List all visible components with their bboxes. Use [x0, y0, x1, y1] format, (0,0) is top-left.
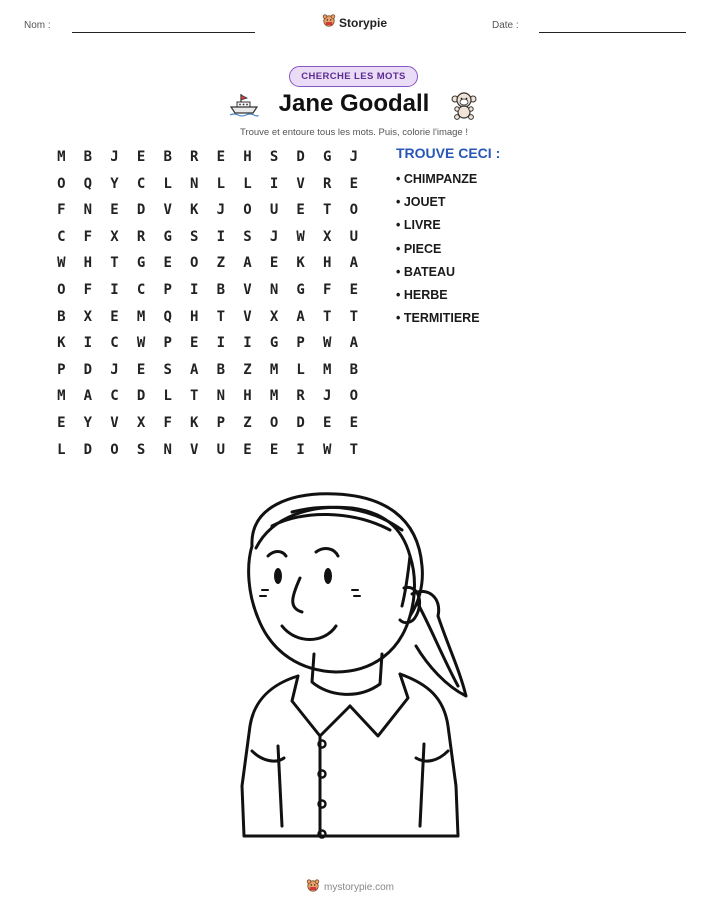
grid-letter: J	[110, 149, 119, 165]
grid-letter: V	[243, 308, 252, 325]
grid-letter: B	[216, 361, 226, 378]
grid-row	[48, 414, 367, 441]
grid-letter: E	[243, 441, 252, 458]
grid-letter: D	[136, 202, 146, 219]
word-item: • HERBE	[396, 287, 448, 302]
grid-letter: R	[296, 388, 305, 405]
storypie-logo-icon	[322, 13, 336, 32]
grid-letter: V	[163, 202, 172, 219]
storypie-logo-icon	[306, 878, 320, 897]
grid-letter: P	[296, 335, 305, 352]
grid-letter: I	[216, 335, 226, 352]
grid-letter: Y	[110, 175, 119, 192]
grid-letter: H	[243, 388, 252, 405]
grid-letter: G	[296, 281, 305, 298]
grid-letter: E	[110, 202, 119, 219]
grid-letter: G	[269, 335, 279, 352]
grid-letter: L	[163, 175, 172, 192]
grid-letter: I	[110, 281, 119, 298]
grid-letter: V	[110, 414, 119, 431]
grid-letter: I	[216, 228, 226, 245]
grid-letter: Q	[83, 175, 93, 192]
grid-letter: K	[190, 414, 199, 431]
grid-letter: E	[349, 175, 359, 192]
grid-letter: B	[216, 281, 226, 298]
grid-letter: F	[83, 228, 93, 245]
word-item: • CHIMPANZE	[396, 172, 478, 186]
grid-letter: I	[296, 441, 305, 458]
grid-letter: U	[349, 228, 359, 245]
grid-letter: J	[269, 228, 279, 245]
grid-letter: S	[243, 228, 252, 245]
grid-letter: T	[323, 308, 332, 325]
instructions: Trouve et entoure tous les mots. Puis, colorie l'image !	[240, 127, 468, 138]
grid-letter: H	[243, 149, 252, 165]
grid-row	[48, 254, 367, 281]
grid-letter: O	[269, 414, 279, 431]
grid-letter: E	[136, 361, 146, 378]
grid-letter: Y	[83, 414, 93, 431]
category-badge: CHERCHE LES MOTS	[289, 66, 418, 87]
grid-row	[48, 387, 367, 414]
brand	[322, 13, 387, 32]
grid-letter: E	[190, 335, 199, 352]
grid-letter: U	[269, 202, 279, 219]
grid-letter: L	[163, 388, 172, 405]
grid-letter: D	[296, 149, 305, 165]
page-title: Jane Goodall	[278, 90, 430, 117]
grid-letter: A	[349, 335, 359, 352]
grid-letter: O	[349, 388, 359, 405]
grid-letter: K	[296, 255, 305, 272]
grid-letter: O	[110, 441, 119, 458]
grid-letter: O	[190, 255, 199, 272]
brand-name: Storypie	[339, 15, 388, 30]
grid-letter: F	[163, 414, 172, 431]
grid-letter: Z	[216, 255, 226, 272]
grid-letter: J	[216, 202, 226, 219]
grid-letter: C	[110, 335, 119, 352]
grid-letter: E	[349, 281, 359, 298]
grid-letter: W	[136, 335, 146, 352]
grid-letter: N	[190, 175, 199, 192]
name-line	[72, 32, 255, 33]
grid-letter: X	[83, 308, 93, 325]
grid-letter: C	[57, 228, 66, 245]
grid-letter: M	[323, 361, 332, 378]
grid-letter: E	[216, 149, 226, 165]
grid-letter: W	[323, 335, 332, 352]
grid-letter: O	[349, 202, 359, 219]
coloring-illustration	[232, 486, 472, 861]
grid-letter: E	[110, 308, 119, 325]
grid-row	[48, 201, 367, 228]
grid-letter: M	[57, 149, 66, 165]
grid-letter: V	[296, 175, 305, 192]
grid-letter: O	[243, 202, 252, 219]
grid-letter: A	[190, 361, 199, 378]
grid-letter: E	[136, 149, 146, 165]
grid-letter: Z	[243, 361, 252, 378]
grid-letter: I	[243, 335, 252, 352]
grid-letter: T	[349, 441, 359, 458]
date-line	[539, 32, 686, 33]
grid-letter: J	[349, 149, 359, 165]
grid-letter: J	[323, 388, 332, 405]
grid-letter: R	[323, 175, 332, 192]
grid-letter: C	[110, 388, 119, 405]
grid-letter: T	[190, 388, 199, 405]
grid-letter: K	[190, 202, 199, 219]
grid-letter: D	[83, 441, 93, 458]
grid-letter: D	[296, 414, 305, 431]
word-item: • TERMITIERE	[396, 311, 480, 326]
grid-letter: G	[136, 255, 146, 272]
grid-letter: T	[349, 308, 359, 325]
grid-letter: T	[323, 202, 332, 219]
grid-letter: E	[269, 441, 279, 458]
grid-letter: I	[269, 175, 279, 192]
grid-letter: E	[269, 255, 279, 272]
grid-letter: B	[349, 361, 359, 378]
word-list	[396, 172, 480, 334]
word-item: • LIVRE	[396, 218, 441, 233]
grid-letter: X	[269, 308, 279, 325]
grid-letter: E	[296, 202, 305, 219]
grid-letter: R	[136, 228, 146, 245]
grid-letter: L	[57, 441, 66, 458]
grid-letter: N	[163, 441, 172, 458]
grid-letter: N	[216, 388, 226, 405]
grid-letter: N	[269, 281, 279, 298]
grid-letter: J	[110, 361, 119, 378]
grid-letter: C	[136, 281, 146, 298]
name-label: Nom :	[24, 20, 51, 31]
grid-letter: L	[216, 175, 226, 192]
grid-letter: I	[190, 281, 199, 298]
grid-letter: W	[323, 441, 332, 458]
grid-row	[48, 361, 367, 388]
grid-letter: P	[163, 281, 172, 298]
grid-letter: L	[243, 175, 252, 192]
word-item: • PIECE	[396, 241, 442, 256]
grid-letter: Q	[163, 308, 172, 325]
grid-letter: B	[163, 149, 172, 165]
grid-letter: H	[190, 308, 199, 325]
grid-letter: A	[296, 308, 305, 325]
grid-letter: D	[83, 361, 93, 378]
grid-letter: I	[83, 335, 93, 352]
grid-letter: D	[136, 388, 146, 405]
date-label: Date :	[492, 20, 519, 31]
grid-letter: E	[57, 414, 66, 431]
grid-letter: A	[349, 255, 359, 272]
grid-letter: M	[269, 361, 279, 378]
grid-row	[48, 334, 367, 361]
grid-letter: M	[269, 388, 279, 405]
grid-row	[48, 175, 367, 202]
grid-letter: M	[136, 308, 146, 325]
grid-letter: B	[83, 149, 93, 165]
grid-letter: S	[269, 149, 279, 165]
grid-letter: L	[296, 361, 305, 378]
grid-letter: E	[163, 255, 172, 272]
grid-letter: O	[57, 281, 66, 298]
grid-letter: S	[190, 228, 199, 245]
grid-letter: W	[296, 228, 305, 245]
grid-letter: P	[163, 335, 172, 352]
grid-letter: E	[323, 414, 332, 431]
footer	[306, 878, 394, 897]
grid-letter: T	[216, 308, 226, 325]
grid-letter: M	[57, 388, 66, 405]
grid-row	[48, 281, 367, 308]
grid-letter: C	[136, 175, 146, 192]
word-item: • JOUET	[396, 195, 446, 210]
grid-letter: W	[57, 255, 66, 272]
word-item: • BATEAU	[396, 264, 456, 279]
grid-letter: X	[136, 414, 146, 431]
grid-letter: B	[57, 308, 66, 325]
grid-letter: S	[163, 361, 172, 378]
grid-letter: A	[243, 255, 252, 272]
grid-letter: V	[190, 441, 199, 458]
word-list-title: TROUVE CECI :	[396, 145, 501, 161]
grid-letter: X	[110, 228, 119, 245]
grid-letter: G	[163, 228, 172, 245]
grid-letter: G	[323, 149, 332, 165]
grid-letter: V	[243, 281, 252, 298]
grid-letter: A	[83, 388, 93, 405]
grid-letter: H	[83, 255, 93, 272]
grid-letter: E	[349, 414, 359, 431]
grid-row	[48, 148, 367, 175]
grid-letter: H	[323, 255, 332, 272]
grid-letter: P	[216, 414, 226, 431]
grid-letter: P	[57, 361, 66, 378]
grid-letter: Z	[243, 414, 252, 431]
grid-row	[48, 441, 367, 468]
grid-letter: F	[57, 202, 66, 219]
grid-letter: F	[83, 281, 93, 298]
grid-letter: R	[190, 149, 199, 165]
footer-url: mystorypie.com	[324, 882, 395, 893]
grid-letter: T	[110, 255, 119, 272]
grid-letter: U	[216, 441, 226, 458]
grid-row	[48, 228, 367, 255]
grid-row	[48, 308, 367, 335]
grid-letter: K	[57, 335, 66, 352]
grid-letter: S	[136, 441, 146, 458]
letter-grid	[48, 148, 367, 467]
grid-letter: O	[57, 175, 66, 192]
grid-letter: N	[83, 202, 93, 219]
grid-letter: X	[323, 228, 332, 245]
monkey-toy-icon	[451, 92, 477, 125]
grid-letter: F	[323, 281, 332, 298]
